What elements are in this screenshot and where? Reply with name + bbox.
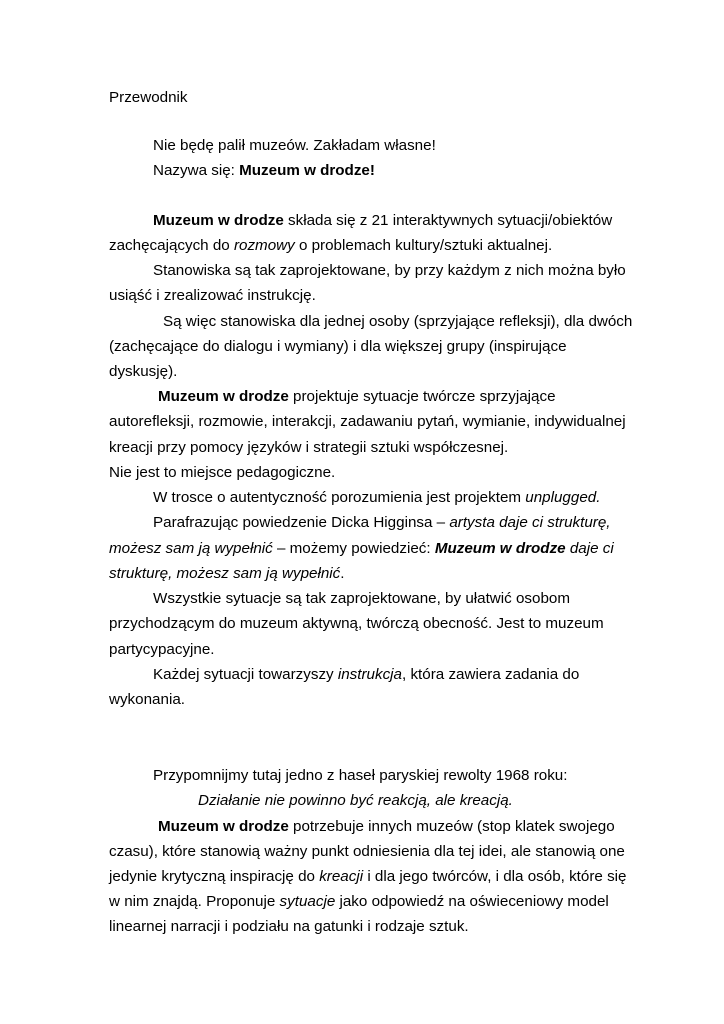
paragraph-4-paraphrase-end: strukturę, możesz sam ją wypełnić — [109, 565, 341, 582]
paragraph-8-line-3-text: jedynie krytyczną inspirację do — [109, 868, 320, 885]
intro-line-2 — [153, 162, 375, 180]
paragraph-4-line-1 — [153, 514, 611, 532]
paragraph-2-line-1 — [158, 388, 556, 406]
paragraph-3-emphasis: unplugged. — [525, 489, 601, 506]
paragraph-5-line-2: przychodzącym do muzeum aktywną, twórczą obecność. Jest to muzeum — [109, 615, 604, 632]
museum-name: Muzeum w drodze — [158, 818, 289, 835]
paragraph-1-line-2-text: zachęcających do — [109, 237, 234, 254]
paragraph-4-line-2-text: – możemy powiedzieć: — [272, 540, 435, 557]
paragraph-6-emphasis: instrukcja — [337, 666, 403, 683]
museum-name: Muzeum w drodze — [434, 540, 566, 557]
paragraph-8-line-3 — [109, 868, 626, 886]
paragraph-8-line-3-text-end: i dla jego twórców, i dla osób, które się — [363, 868, 627, 885]
paragraph-8-line-4 — [109, 893, 609, 911]
paragraph-8-line-4-text-end: jako odpowiedź na oświeceniowy model — [335, 893, 609, 910]
museum-name: Muzeum w drodze — [153, 212, 284, 229]
paragraph-4-line-2 — [109, 540, 614, 558]
paragraph-1-line-4: usiąść i zrealizować instrukcję. — [109, 287, 316, 304]
paragraph-3 — [153, 489, 600, 507]
paragraph-8-emphasis-1: kreacji — [319, 868, 364, 885]
paragraph-4-line-1-text: Parafrazując powiedzenie Dicka Higginsa – — [153, 514, 450, 531]
paragraph-4-quote-start: artysta daje ci strukturę, — [449, 514, 611, 531]
paragraph-2-line-2: autorefleksji, rozmowie, interakcji, zadawaniu pytań, wymianie, indywidualnej — [109, 413, 626, 430]
museum-name-heading: Muzeum w drodze! — [239, 162, 375, 179]
paragraph-1-line-6: (zachęcające do dialogu i wymiany) i dla większej grupy (inspirujące — [109, 338, 567, 355]
paragraph-7-line-1: Przypomnijmy tutaj jedno z haseł paryskiej rewolty 1968 roku: — [153, 767, 568, 784]
paragraph-1-emphasis: rozmowy — [233, 237, 295, 254]
paragraph-3-text: W trosce o autentyczność porozumienia jest projektem — [153, 489, 526, 506]
paragraph-1-line-2 — [109, 237, 552, 255]
paragraph-2-line-4: Nie jest to miejsce pedagogiczne. — [109, 464, 336, 481]
paragraph-6-line-1-text: Każdej sytuacji towarzyszy — [153, 666, 338, 683]
paragraph-6-line-1 — [153, 666, 579, 684]
paragraph-8-emphasis-2: sytuacje — [279, 893, 336, 910]
paragraph-8-line-4-text: w nim znajdą. Proponuje — [109, 893, 280, 910]
paragraph-1-line-7: dyskusję). — [109, 363, 178, 380]
paragraph-4-quote-end: możesz sam ją wypełnić — [109, 540, 273, 557]
paragraph-4-line-3 — [109, 565, 345, 583]
paragraph-7-quote — [198, 792, 513, 810]
paragraph-8-line-1-text: potrzebuje innych muzeów (stop klatek swojego — [288, 818, 615, 835]
intro-line-2-prefix: Nazywa się: — [153, 162, 240, 179]
paragraph-5-line-1: Wszystkie sytuacje są tak zaprojektowane, by ułatwić osobom — [153, 590, 570, 607]
paragraph-6-line-1-text-end: , która zawiera zadania do — [402, 666, 580, 683]
paragraph-1-line-3: Stanowiska są tak zaprojektowane, by przy każdym z nich można było — [153, 262, 626, 279]
paragraph-8-line-2: czasu), które stanowią ważny punkt odniesienia dla tej idei, ale stanowią one — [109, 843, 625, 860]
paragraph-5-line-3: partycypacyjne. — [109, 641, 215, 658]
paragraph-1-line-1 — [153, 212, 612, 230]
paragraph-8-line-5: linearnej narracji i podziału na gatunki i rodzaje sztuk. — [109, 918, 469, 935]
paragraph-1-line-5: Są więc stanowiska dla jednej osoby (sprzyjające refleksji), dla dwóch — [163, 313, 633, 330]
paragraph-1-line-1-text: składa się z 21 interaktywnych sytuacji/obiektów — [283, 212, 613, 229]
paragraph-4-paraphrase-start: daje ci — [565, 540, 614, 557]
paragraph-1-line-2-text-end: o problemach kultury/sztuki aktualnej. — [294, 237, 553, 254]
paragraph-4-line-3-end: . — [340, 565, 345, 582]
paragraph-2-line-3: kreacji przy pomocy języków i strategii sztuki współczesnej. — [109, 439, 509, 456]
paragraph-6-line-2: wykonania. — [109, 691, 185, 708]
intro-line-1: Nie będę palił muzeów. Zakładam własne! — [153, 137, 436, 154]
museum-name: Muzeum w drodze — [158, 388, 289, 405]
paragraph-7-quote-text: Działanie nie powinno być reakcją, ale kreacją. — [198, 792, 513, 809]
paragraph-8-line-1 — [158, 818, 615, 836]
document-title: Przewodnik — [109, 89, 188, 106]
paragraph-2-line-1-text: projektuje sytuacje twórcze sprzyjające — [288, 388, 556, 405]
